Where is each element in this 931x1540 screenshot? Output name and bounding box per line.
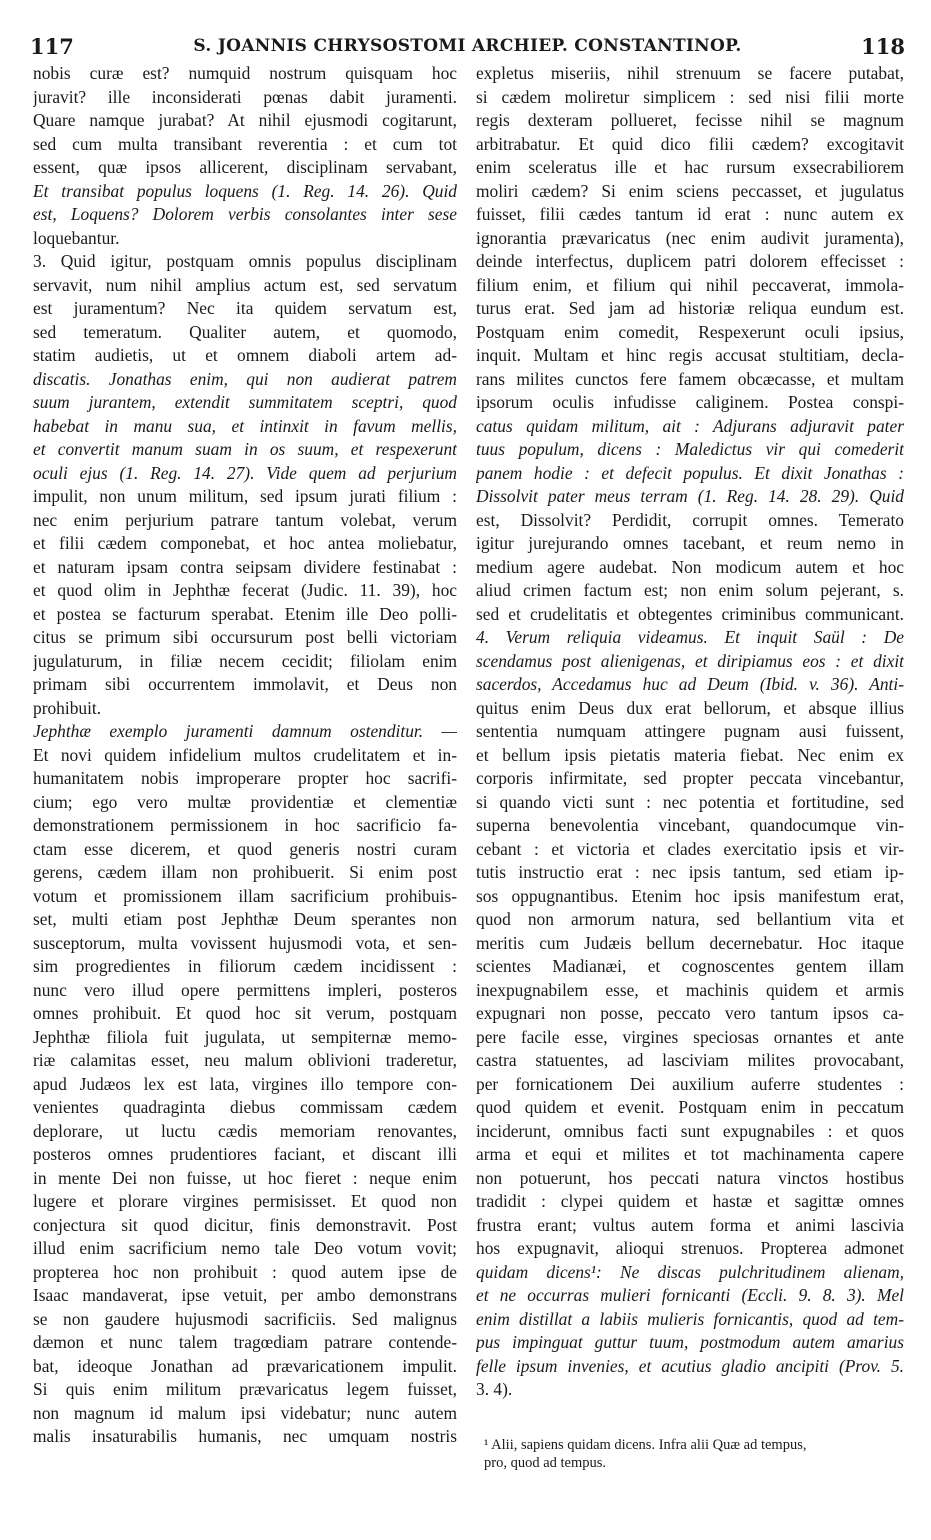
left-column-line: in mente Dei non fuisse, ut hoc fieret : neque enim bbox=[33, 1167, 457, 1188]
left-column-line: 3. Quid igitur, postquam omnis populus disciplinam bbox=[33, 251, 457, 271]
left-column-line: prohibuit. bbox=[33, 697, 102, 718]
left-column-line: apud Judæos lex est lata, virgines illo tempore con- bbox=[33, 1073, 457, 1094]
right-column-line: panem hodie : et defecit populus. Et dixit Jonathas : bbox=[476, 462, 904, 483]
right-column-line: fuisset, filii cædes tantum id erat : nunc autem ex bbox=[476, 204, 904, 224]
left-column-line: ctam esse dicerem, et quod generis nostri curam bbox=[33, 838, 457, 859]
right-column-line: cebant : et victoria et clades exercitatio ipsis et vir- bbox=[476, 838, 904, 859]
left-column-line: nec enim perjurium patrare tantum volebat, verum bbox=[33, 509, 457, 530]
right-column-line: inexpugnabilem esse, et machinis quidem et armis bbox=[476, 979, 904, 1000]
left-column-line: Jephthæ exemplo juramenti damnum ostenditur. — bbox=[33, 721, 457, 741]
left-column-line: et filii cædem componebat, et hoc antea moliebatur, bbox=[33, 533, 457, 553]
left-column-line: malis insaturabilis humanis, nec umquam nostris bbox=[33, 1426, 457, 1446]
right-column-line: Postquam enim comedit, Respexerunt oculi ipsius, bbox=[476, 321, 904, 342]
left-column-line: deplorare, ut luctu cædis memoriam renovantes, bbox=[33, 1120, 457, 1141]
right-column-line: quod non armorum natura, sed bellantium vita et bbox=[476, 909, 904, 929]
left-column-line: votum et promissionem illam sacrificium prohibuis- bbox=[33, 885, 457, 906]
right-column-line: 4. Verum reliquia videamus. Et inquit Saül : De bbox=[476, 627, 904, 647]
left-column-line: demonstrationem permissionem in hoc sacrificio fa- bbox=[33, 815, 457, 835]
right-column-line: inciderunt, omnibus facti sunt expugnabiles : et quos bbox=[476, 1120, 904, 1141]
right-column-line: Dissolvit pater meus terram (1. Reg. 14. 28. 29). Quid bbox=[476, 486, 904, 506]
right-column-line: si cædem moliretur simplicem : sed nisi filii morte bbox=[476, 86, 904, 107]
left-column-line: nobis curæ est? numquid nostrum quisquam hoc bbox=[33, 63, 457, 83]
right-column-line: filium enim, et filium qui nihil peccaverat, immola- bbox=[476, 274, 904, 295]
right-column-line: catus quidam militum, ait : Adjurans adjuravit pater bbox=[476, 415, 904, 436]
right-column-line: turus erat. Sed jam ad historiæ reliqua eundum est. bbox=[476, 298, 904, 318]
left-column-line: et naturam ipsam contra seipsam dividere festinabat : bbox=[33, 556, 457, 577]
left-column-line: cium; ego vero multæ providentiæ et clementiæ bbox=[33, 791, 457, 812]
footnote-line: ¹ Alii, sapiens quidam dicens. Infra alii Quæ ad tempus, bbox=[484, 1437, 807, 1453]
page-number-left: 117 bbox=[30, 34, 74, 59]
right-column-line: tuus populum, dicens : Maledictus vir qui comederit bbox=[476, 439, 904, 459]
left-column-line: non magnum id malum ipsi videbatur; nunc autem bbox=[33, 1402, 457, 1423]
right-column-line: regis dexteram pollueret, fecisse nihil se magnum bbox=[476, 110, 904, 130]
left-column-line: Isaac mandaverat, ipse vetuit, per ambo demonstrans bbox=[33, 1285, 457, 1305]
right-column-line: meritis cum Judæis bellum decernebatur. Hoc itaque bbox=[476, 932, 904, 953]
left-column-line: oculi ejus (1. Reg. 14. 27). Vide quem ad perjurium bbox=[33, 462, 457, 483]
left-column-line: est juramentum? Nec ita quidem servatum est, bbox=[33, 298, 457, 318]
right-column-line: castra statuentes, ad lasciviam milites provocabant, bbox=[476, 1050, 904, 1070]
left-column-line: susceptorum, multa vovissent hujusmodi vota, et sen- bbox=[33, 932, 457, 953]
right-column-line: sententia numquam attingere pugnam ausi fuissent, bbox=[476, 721, 904, 741]
right-column-line: sacerdos, Accedamus huc ad Deum (Ibid. v. 36). Anti- bbox=[476, 674, 904, 694]
right-column-line: rans milites cunctos fere famem obcæcasse, et multam bbox=[476, 368, 904, 389]
right-column-line: felle ipsum invenies, et acutius gladio ancipiti (Prov. 5. bbox=[476, 1355, 904, 1376]
left-column-line: gerens, cædem illam non prohibuerit. Si enim post bbox=[33, 862, 457, 882]
left-column bbox=[33, 62, 457, 1449]
running-title: S. JOANNIS CHRYSOSTOMI ARCHIEP. CONSTANTINOP. bbox=[193, 36, 742, 56]
right-column-line: tradidit : clypei quidem et hastæ et sagittæ omnes bbox=[476, 1191, 904, 1211]
left-column-line: jugulaturum, in filiæ necem cecidit; filiolam enim bbox=[33, 650, 457, 671]
right-column-line: per fornicationem Dei auxilium auferre studentes : bbox=[476, 1073, 904, 1094]
right-column-line: et bellum ipsis pietatis materia fiebat. Nec enim ex bbox=[476, 744, 904, 765]
right-column-line: enim distillat a labiis mulieris fornicantis, quod ad tem- bbox=[476, 1308, 904, 1329]
left-column-line: Et transibat populus loquens (1. Reg. 14. 26). Quid bbox=[33, 180, 457, 201]
right-column-line: scendamus post alienigenas, et diripiamus eos : et dixit bbox=[476, 650, 904, 671]
right-column-line: enim sceleratus ille et hac rursum exsecrabiliorem bbox=[476, 157, 904, 177]
left-column-line: essent, quæ ipsos allicerent, disciplinam servabant, bbox=[33, 157, 457, 177]
left-column-line: Jephthæ filiola fuit jugulata, ut sempiternæ memo- bbox=[33, 1026, 457, 1047]
left-column-line: suum jurantem, extendit summitatem sceptri, quod bbox=[33, 392, 457, 412]
left-column-line: et postea se facturum sperabat. Etenim ille Deo polli- bbox=[33, 603, 457, 624]
right-column-line: 3. 4). bbox=[476, 1379, 513, 1399]
right-column-line: pere facile esse, virgines speciosas ornantes et ante bbox=[476, 1026, 904, 1047]
left-column-line: juravit? ille inconsiderati pœnas dabit juramenti. bbox=[33, 86, 457, 107]
right-column-line: est, Dissolvit? Perdidit, corrupit omnes. Temerato bbox=[476, 509, 904, 530]
right-column-line: inquit. Multam et hinc regis accusat stultitiam, decla- bbox=[476, 345, 904, 365]
right-column-line: arma et equi et milites et tot machinamenta capere bbox=[476, 1144, 904, 1164]
right-column-line: igitur jurejurando omnes tacebant, et reum nemo in bbox=[476, 533, 904, 553]
left-column-line: habebat in manu sua, et intinxit in favum mellis, bbox=[33, 415, 457, 436]
right-column-line: quod quidem et evenit. Postquam enim in peccatum bbox=[476, 1097, 904, 1117]
left-column-line: statim audietis, ut et omnem diaboli artem ad- bbox=[33, 345, 457, 365]
right-column-line: corporis infirmitate, sed propter peccata vincebantur, bbox=[476, 768, 904, 788]
right-column-line: aliud crimen factum est; non enim solum pejerant, s. bbox=[476, 580, 904, 600]
right-column-line: ignorantia prævaricatus (nec enim audivit juramenta), bbox=[476, 227, 904, 248]
left-column-line: venientes quadraginta diebus commissam cædem bbox=[33, 1097, 457, 1117]
left-column-line: primam sibi occurrentem immolavit, et Deus non bbox=[33, 674, 457, 694]
left-column-line: lugere et plorare virgines permisisset. Et quod non bbox=[33, 1191, 457, 1211]
left-column-line: sim progredientes in filiorum cædem incidissent : bbox=[33, 956, 457, 976]
right-column-line: scientes Madianæi, et cognoscentes gentem illam bbox=[476, 956, 904, 976]
right-column-line: quidam dicens¹: Ne discas pulchritudinem alienam, bbox=[476, 1261, 904, 1282]
left-column-line: discatis. Jonathas enim, qui non audierat patrem bbox=[33, 368, 457, 389]
right-column-line: arbitrabatur. Et quid dico filii cædem? excogitavit bbox=[476, 133, 904, 154]
left-column-line: loquebantur. bbox=[33, 227, 120, 248]
right-column-line: et ne occurras mulieri fornicanti (Eccli. 9. 8. 3). Mel bbox=[476, 1285, 904, 1305]
left-column-line: Et novi quidem infidelium multos crudelitatem et in- bbox=[33, 744, 457, 765]
footnote bbox=[484, 1436, 904, 1472]
right-column-line: deinde interfectus, duplicem patri dolorem effecisset : bbox=[476, 251, 904, 271]
left-column-line: et convertit manum suam in os suum, et respexerunt bbox=[33, 439, 457, 459]
left-column-line: se non gaudere hujusmodi sacrificiis. Sed malignus bbox=[33, 1308, 457, 1329]
left-column-line: dæmon et nunc talem tragœdiam patrare contende- bbox=[33, 1332, 457, 1352]
right-column-line: sos oppugnantibus. Etenim hoc ipsis manifestum erat, bbox=[476, 885, 904, 906]
left-column-line: Si quis enim militum prævaricatus legem fuisset, bbox=[33, 1379, 457, 1399]
page-number-right: 118 bbox=[861, 34, 905, 59]
right-column bbox=[476, 62, 904, 1402]
right-column-line: sed et crudelitatis et obtegentes criminibus communicant. bbox=[476, 603, 904, 624]
left-column-line: riæ calamitas esset, neu malum oblivioni traderetur, bbox=[33, 1050, 457, 1070]
footnote-line: pro, quod ad tempus. bbox=[484, 1455, 607, 1471]
left-column-line: conjectura sit quod dicitur, finis demonstravit. Post bbox=[33, 1214, 457, 1235]
left-column-line: citus se primum sibi occursurum post belli victoriam bbox=[33, 627, 457, 647]
left-column-line: sed temeratum. Qualiter autem, et quomodo, bbox=[33, 321, 457, 342]
left-column-line: illud enim sacrificium nemo tale Deo votum vovit; bbox=[33, 1238, 457, 1258]
left-column-line: posteros omnes prudentiores faciant, et discant illi bbox=[33, 1144, 457, 1164]
left-column-line: sed cum multa transibant reverentia : et cum tot bbox=[33, 133, 457, 154]
left-column-line: et quod olim in Jephthæ fecerat (Judic. 11. 39), hoc bbox=[33, 580, 457, 600]
right-column-line: superna benevolentia vincebant, quandocumque vin- bbox=[476, 815, 904, 835]
right-column-line: si quando victi sunt : nec potentia et fortitudine, sed bbox=[476, 791, 904, 812]
left-column-line: est, Loquens? Dolorem verbis consolantes inter sese bbox=[33, 204, 457, 224]
left-column-line: nunc vero illud opere permittens impleri, posteros bbox=[33, 979, 457, 1000]
left-column-line: propterea hoc non prohibuit : quod autem ipse de bbox=[33, 1261, 457, 1282]
right-column-line: tutis instructio erat : nec ipsis tantum, sed etiam ip- bbox=[476, 862, 904, 882]
right-column-line: medium agere audebat. Non modicum autem et hoc bbox=[476, 556, 904, 577]
left-column-line: servavit, num nihil amplius actum est, sed servatum bbox=[33, 274, 457, 295]
right-column-line: non potuerunt, hos peccati natura vinctos hostibus bbox=[476, 1167, 904, 1188]
right-column-line: expugnari non posse, peccato vero tantum ipsos ca- bbox=[476, 1003, 904, 1023]
right-column-line: moliri cædem? Si enim sciens peccasset, et jugulatus bbox=[476, 180, 904, 201]
right-column-line: frustra erant; vultus autem forma et animi lascivia bbox=[476, 1214, 904, 1235]
left-column-line: Quare namque jurabat? At nihil ejusmodi cogitarunt, bbox=[33, 110, 457, 130]
right-column-line: expletus miseriis, nihil strenuum se facere putabat, bbox=[476, 63, 904, 83]
page-header bbox=[30, 34, 905, 60]
right-column-line: hos expugnavit, alioqui strenuos. Propterea admonet bbox=[476, 1238, 904, 1258]
left-column-line: bat, ideoque Jonathan ad prævaricationem impulit. bbox=[33, 1355, 457, 1376]
right-column-line: quitus enim Deus dux erat bellorum, et absque illius bbox=[476, 697, 904, 718]
right-column-line: pus impinguat guttur tuum, postmodum autem amarius bbox=[476, 1332, 904, 1352]
left-column-line: humanitatem nobis improperare propter hoc sacrifi- bbox=[33, 768, 457, 788]
left-column-line: impulit, non unum militum, sed ipsum jurati filium : bbox=[33, 486, 457, 506]
right-column-line: ipsorum oculis infudisse caliginem. Postea conspi- bbox=[476, 392, 904, 412]
left-column-line: omnes prohibuit. Et quod hoc sit verum, postquam bbox=[33, 1003, 457, 1023]
left-column-line: set, multi etiam post Jephthæ Deum sperantes non bbox=[33, 909, 457, 929]
